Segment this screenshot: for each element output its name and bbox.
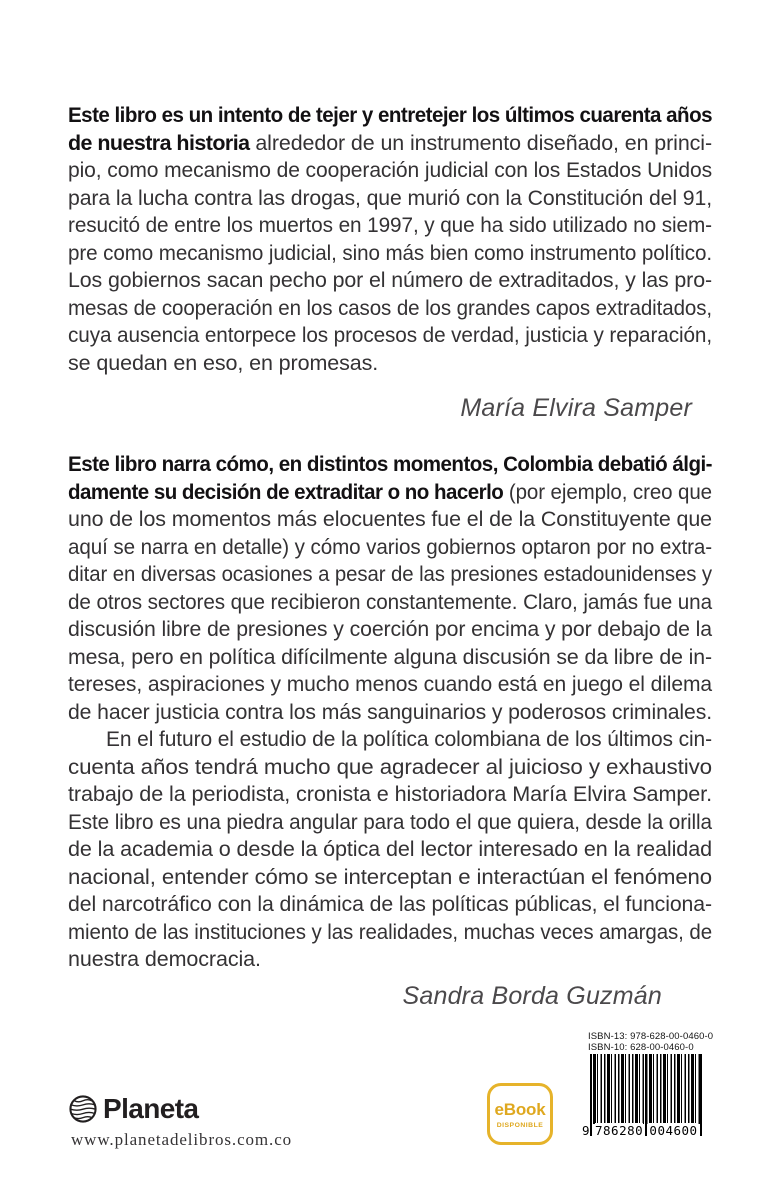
quote-line: Este libro es una piedra angular para todo el que quiera, desde la orilla (68, 809, 712, 834)
barcode-digits-left: 786280 (595, 1123, 644, 1138)
publisher-name: Planeta (103, 1093, 199, 1124)
quote-line: pre como mecanismo judicial, sino más bien como instrumento político. (68, 240, 712, 265)
attribution-maria-elvira-samper: María Elvira Samper (460, 394, 692, 422)
isbn-block (588, 1031, 713, 1053)
barcode-guard-right (700, 1054, 702, 1136)
quote-line: Los gobiernos sacan pecho por el número de extraditados, y las pro- (68, 268, 712, 292)
isbn10-text: ISBN-10: 628-00-0460-0 (588, 1042, 694, 1053)
attribution-sandra-borda-guzman: Sandra Borda Guzmán (402, 982, 662, 1010)
quote-line: de hacer justicia contra los más sanguinarios y poderosos criminales. (68, 699, 712, 724)
quote-line: para la lucha contra las drogas, que murió con la Constitución del 91, (68, 185, 712, 210)
quote-line: pio, como mecanismo de cooperación judicial con los Estados Unidos (68, 158, 712, 182)
quote-line: del narcotráfico con la dinámica de las políticas públicas, el funciona- (68, 892, 712, 916)
quote-line: de nuestra historia alrededor de un instrumento diseñado, en princi- (68, 130, 713, 155)
ebook-badge-subtitle: DISPONIBLE (496, 1121, 544, 1129)
quote-line: de otros sectores que recibieron constantemente. Claro, jamás fue una (68, 589, 712, 614)
barcode-digit-lead: 9 (581, 1123, 591, 1138)
quote-line: Este libro narra cómo, en distintos momentos, Colombia debatió álgi- (68, 452, 712, 476)
quote-line: aquí se narra en detalle) y cómo varios gobiernos optaron por no extra- (68, 534, 712, 559)
quote-line: nuestra democracia. (68, 947, 261, 971)
quote-line: ditar en diversas ocasiones a pesar de las presiones estadounidenses y (68, 562, 712, 586)
barcode-digits-right: 004600 (649, 1123, 698, 1138)
quote-line: uno de los momentos más elocuentes fue el de la Constituyente que (68, 507, 712, 531)
quote-line: tereses, aspiraciones y mucho menos cuando está en juego el dilema (68, 672, 712, 696)
quote-line: nacional, entender cómo se interceptan e interactúan el fenómeno (68, 864, 712, 889)
quote-sandra-borda-guzman (68, 451, 712, 974)
quote-line: Este libro es un intento de tejer y entretejer los últimos cuarenta años (68, 103, 712, 127)
barcode-guard-center (645, 1054, 647, 1136)
quote-maria-elvira-samper (68, 102, 712, 377)
ebook-available-badge (487, 1083, 553, 1145)
isbn13-text: ISBN-13: 978-628-00-0460-0 (588, 1031, 714, 1042)
quote-line: resucitó de entre los muertos en 1997, y que ha sido utilizado no siem- (68, 213, 712, 237)
quote-line: En el futuro el estudio de la política colombiana de los últimos cin- (106, 727, 712, 751)
planeta-globe-icon (68, 1094, 98, 1124)
quote-line: cuenta años tendrá mucho que agradecer al juicioso y exhaustivo (68, 754, 712, 779)
quote-line: se quedan en eso, en promesas. (68, 350, 379, 375)
quote-line: cuya ausencia entorpece los procesos de verdad, justicia y reparación, (68, 323, 712, 347)
quote-line: discusión libre de presiones y coerción por encima y por debajo de la (68, 617, 712, 641)
quote-line: mesas de cooperación en los casos de los grandes capos extraditados, (68, 295, 712, 320)
quote-line: trabajo de la periodista, cronista e historiadora María Elvira Samper. (68, 782, 712, 806)
publisher-website: www.planetadelibros.com.co (71, 1130, 293, 1149)
quote-line: de la academia o desde la óptica del lector interesado en la realidad (68, 837, 712, 861)
quote-line: damente su decisión de extraditar o no hacerlo (por ejemplo, creo que (68, 479, 712, 504)
ean13-barcode (581, 1054, 704, 1142)
quote-line: miento de las instituciones y las realidades, muchas veces amargas, de (68, 919, 712, 944)
quote-line: mesa, pero en política difícilmente alguna discusión se da libre de in- (68, 644, 712, 669)
publisher-logo (68, 1093, 198, 1125)
ebook-badge-title: eBook (494, 1099, 546, 1119)
